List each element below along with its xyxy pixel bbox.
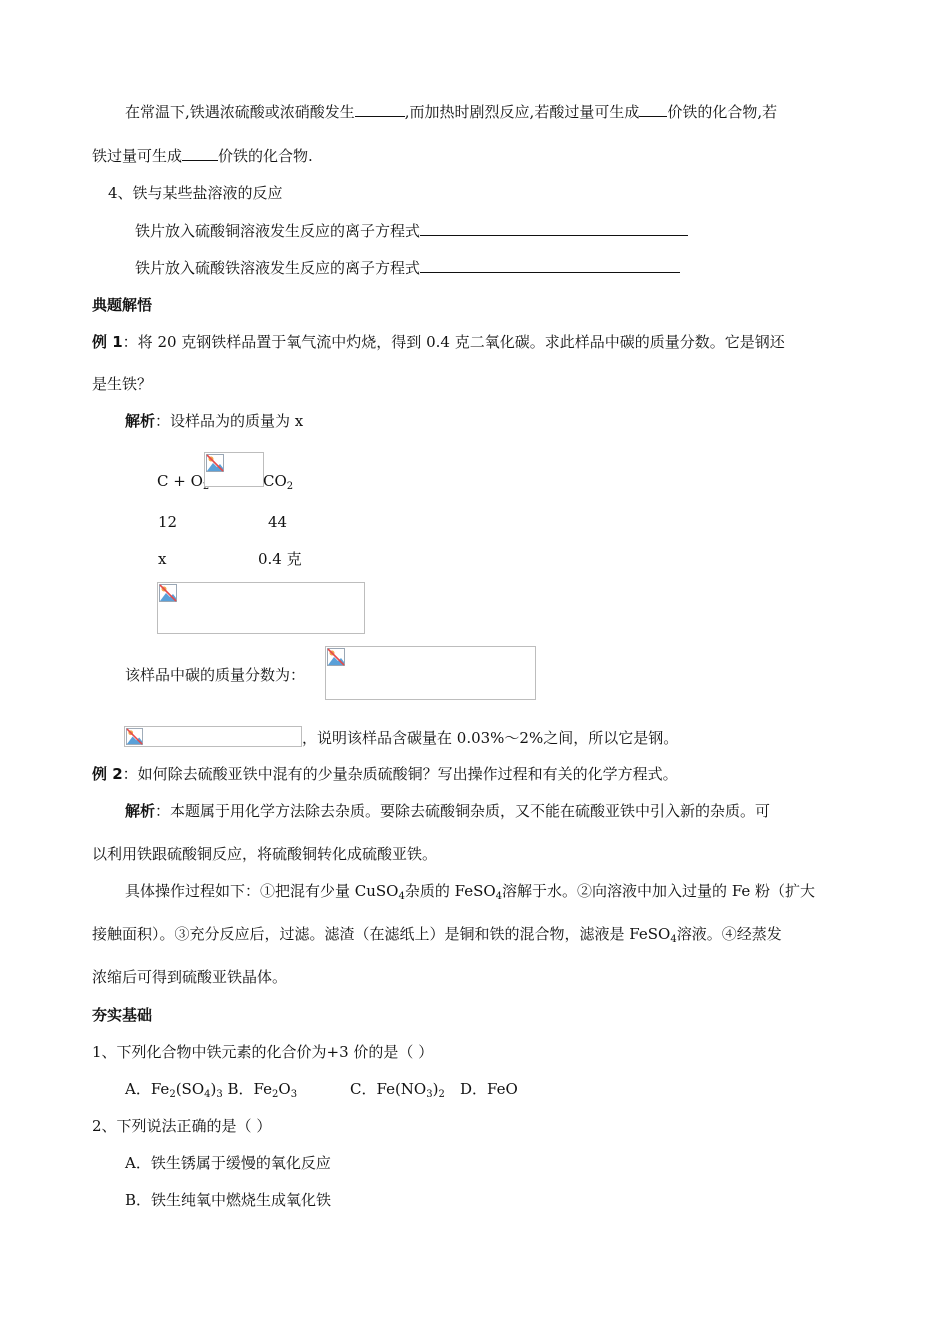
- example-2-question: 例 2：如何除去硫酸亚铁中混有的少量杂质硫酸铜？写出操作过程和有关的化学方程式。: [92, 765, 678, 783]
- equation-right: $CO_2$: [263, 472, 294, 492]
- option-c[interactable]: C．$Fe(NO_3)_2$: [350, 1080, 445, 1100]
- procedure-line: 接触面积）。③充分反应后，过滤。滤渣（在滤纸上）是铜和铁的混合物，滤液是 FeSO$_4$溶液。④经蒸发: [92, 925, 782, 945]
- section-title: 典题解悟: [92, 296, 153, 314]
- section-title: 夯实基础: [92, 1006, 153, 1024]
- option-a[interactable]: A．$Fe_2(SO_4)_3$: [125, 1080, 223, 1100]
- question-line: 铁片放入硫酸铜溶液发生反应的离子方程式: [135, 221, 688, 241]
- mass-value: 44: [268, 513, 288, 531]
- broken-image-icon: [159, 584, 177, 602]
- fraction-label: 该样品中碳的质量分数为：: [125, 666, 306, 684]
- option-d[interactable]: D．FeO: [460, 1080, 518, 1098]
- broken-image-icon: [206, 454, 224, 472]
- fill-blank[interactable]: [639, 102, 667, 117]
- section-heading: 4、铁与某些盐溶液的反应: [108, 184, 283, 202]
- analysis-line: 解析：设样品为的质量为 x: [125, 412, 304, 430]
- mass-value: 12: [158, 513, 178, 531]
- question-1-options: [125, 1079, 297, 1099]
- mass-value: 0.4 克: [258, 550, 302, 568]
- mass-fraction-image: [325, 646, 536, 700]
- comparison-image: [124, 726, 302, 747]
- option-b[interactable]: B．$Fe_2O_3$: [222, 1080, 298, 1100]
- procedure-line: 具体操作过程如下：①把混有少量 CuSO$_4$杂质的 FeSO$_4$溶解于水。②向溶液中加入过量的 Fe 粉（扩大: [125, 882, 816, 902]
- equation-left: C + O: [157, 472, 203, 490]
- question-2-stem: 2、下列说法正确的是（ ）: [92, 1117, 272, 1135]
- broken-image-icon: [327, 648, 345, 666]
- paragraph-line: 铁过量可生成 价铁的化合物.: [92, 147, 313, 165]
- question-line: 铁片放入硫酸铁溶液发生反应的离子方程式: [135, 258, 680, 278]
- question-1-stem: 1、下列化合物中铁元素的化合价为+3 价的是（ ）: [92, 1043, 434, 1061]
- procedure-line: 浓缩后可得到硫酸亚铁晶体。: [92, 968, 288, 986]
- conclusion-line: ，说明该样品含碳量在 0.03%～2%之间，所以它是钢。: [302, 729, 679, 747]
- mass-value: x: [158, 550, 167, 568]
- paragraph-line: 在常温下,铁遇浓硫酸或浓硝酸发生 ,而加热时剧烈反应,若酸过量可生成 价铁的化合物,若: [125, 103, 778, 121]
- fill-blank[interactable]: [355, 102, 405, 117]
- option-a[interactable]: A．铁生锈属于缓慢的氧化反应: [125, 1154, 331, 1172]
- example-1-question-cont: 是生铁？: [92, 375, 153, 393]
- proportion-equation-image: [157, 582, 365, 634]
- example-1-question: 例 1：将 20 克钢铁样品置于氧气流中灼烧，得到 0.4 克二氧化碳。求此样品中碳的质量分数。它是钢还: [92, 333, 785, 351]
- answer-line[interactable]: [420, 258, 680, 273]
- fill-blank[interactable]: [182, 146, 218, 161]
- option-b[interactable]: B．铁生纯氧中燃烧生成氧化铁: [125, 1191, 332, 1209]
- broken-image-icon: [126, 728, 143, 745]
- analysis-line: 解析：本题属于用化学方法除去杂质。要除去硫酸铜杂质，又不能在硫酸亚铁中引入新的杂质。可: [125, 802, 771, 820]
- equation-arrow-image: [204, 452, 264, 487]
- analysis-line-cont: 以利用铁跟硫酸铜反应，将硫酸铜转化成硫酸亚铁。: [92, 845, 438, 863]
- answer-line[interactable]: [420, 221, 688, 236]
